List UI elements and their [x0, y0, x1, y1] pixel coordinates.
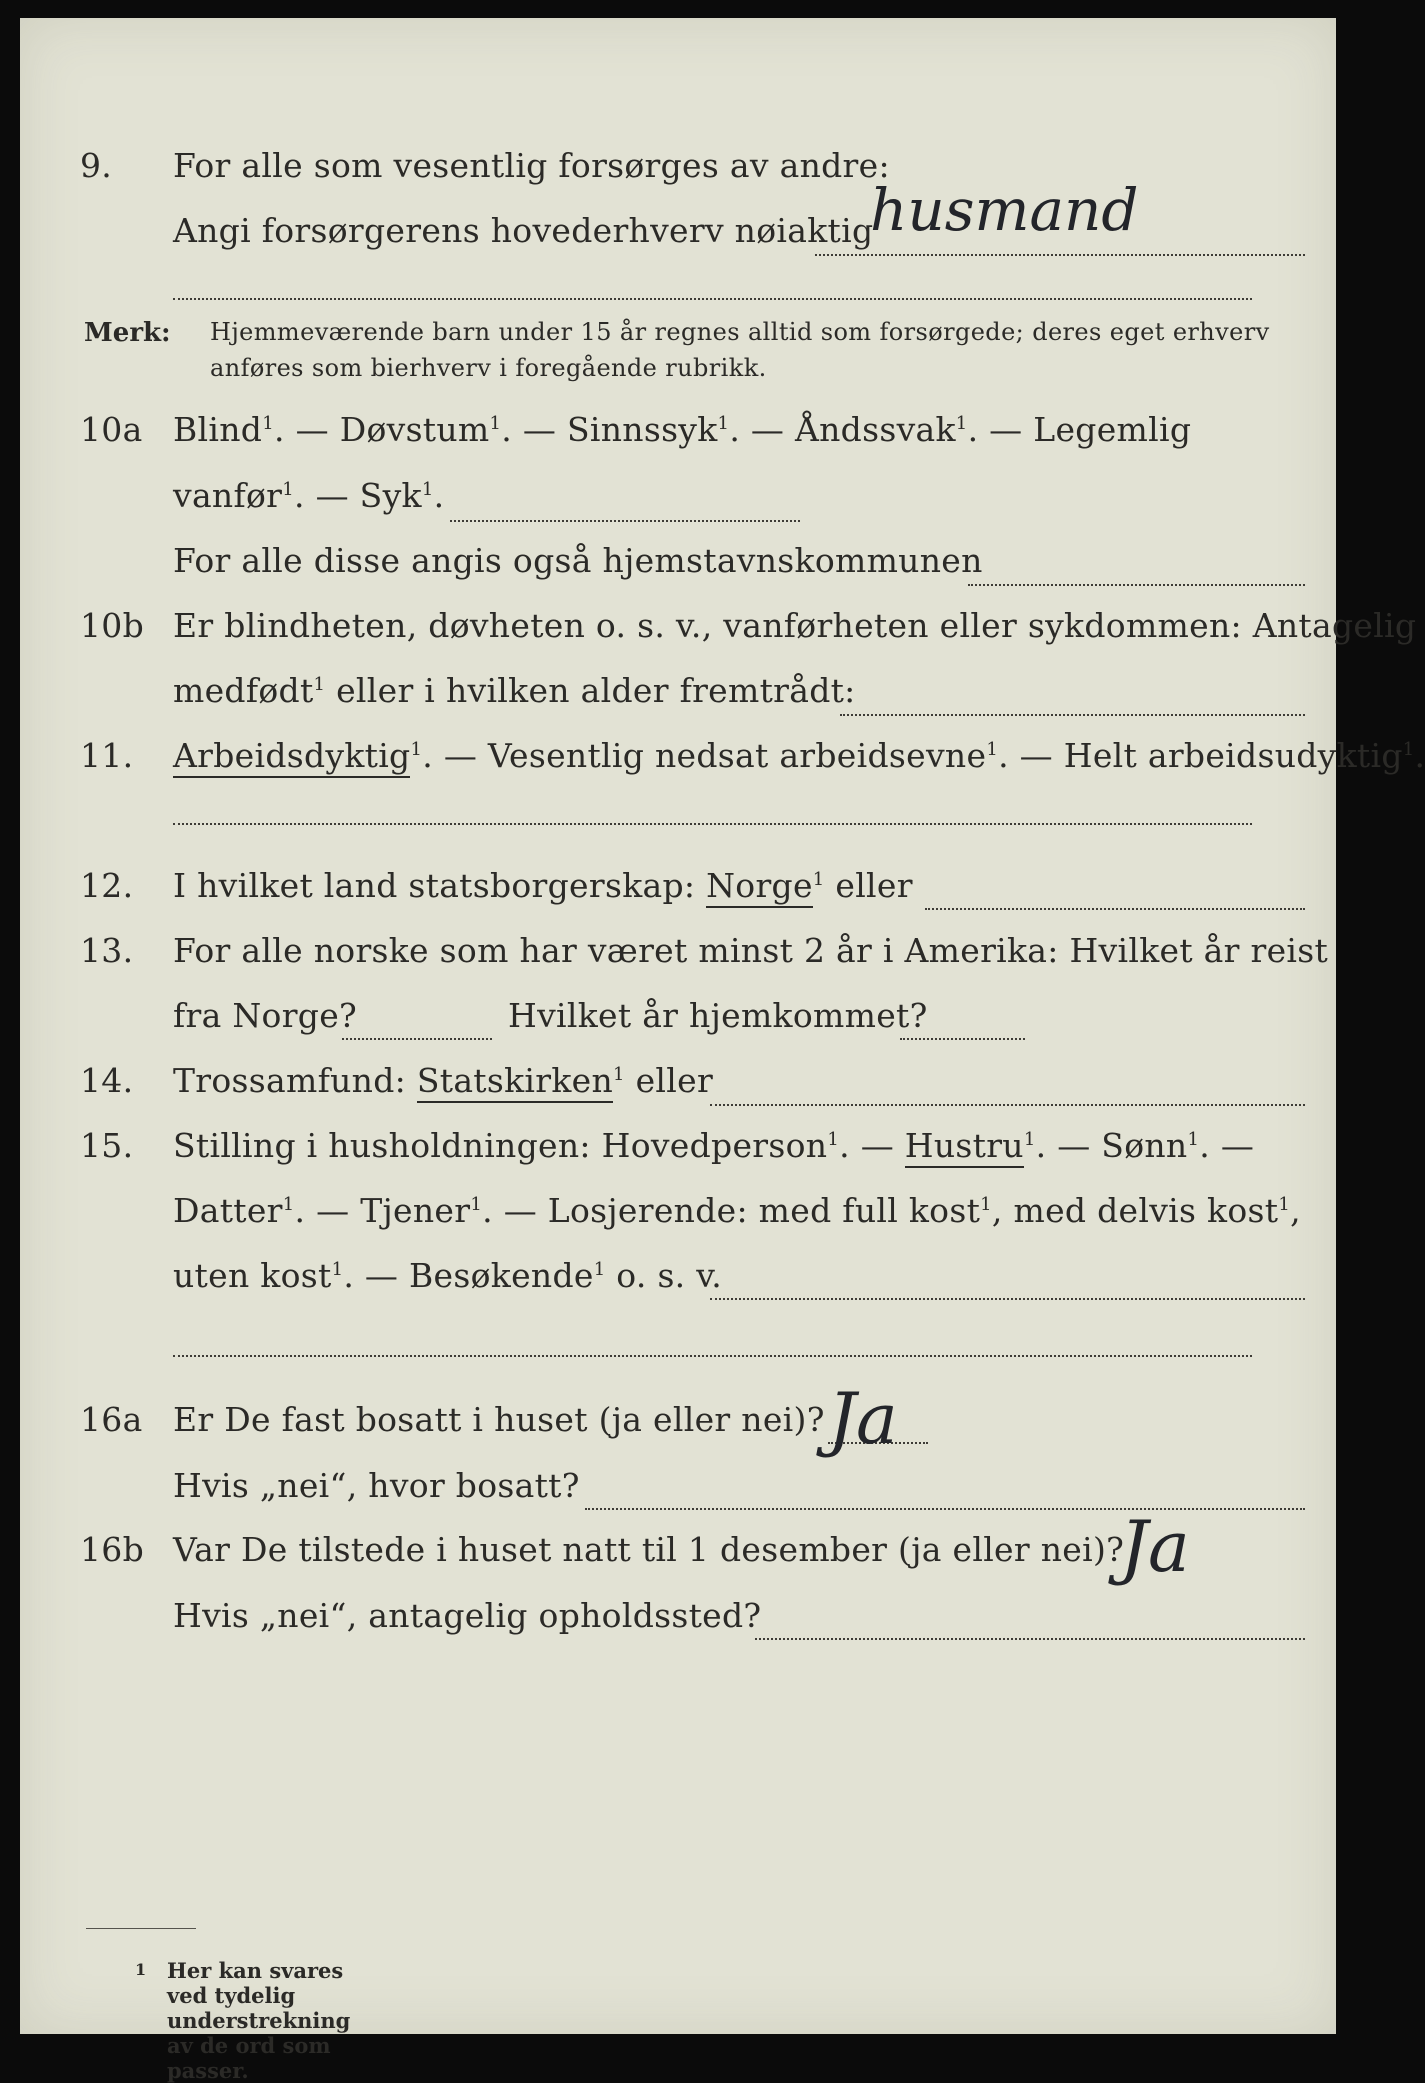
- question-text: For alle norske som har været minst 2 år i Amerika: Hvilket år reist: [173, 931, 1329, 970]
- option-syk: — Syk: [315, 476, 422, 515]
- answer-line: [710, 1298, 1305, 1300]
- option-sinnssyk: — Sinnssyk: [522, 410, 718, 449]
- question-number: 16a: [80, 1400, 143, 1439]
- question-number: 14.: [80, 1061, 134, 1100]
- option-arbeidsudyktig: — Helt arbeidsudyktig: [1019, 736, 1403, 775]
- question-text: Blind$^1$. — Døvstum$^1$. — Sinnssyk$^1$. — Åndssvak$^1$. — Legemlig: [173, 410, 1192, 449]
- answer-line: [585, 1508, 1305, 1510]
- answer-line: [840, 714, 1305, 716]
- option-norge-underlined: Norge: [706, 866, 813, 908]
- question-number: 12.: [80, 866, 134, 905]
- question-text: For alle som vesentlig forsørges av andre:: [173, 146, 890, 185]
- question-number: 13.: [80, 931, 134, 970]
- question-text: Er blindheten, døvheten o. s. v., vanførheten eller sykdommen: Antagelig: [173, 606, 1417, 645]
- note-label: Merk:: [84, 318, 171, 348]
- answer-line: [815, 254, 1305, 256]
- question-text: Var De tilstede i huset natt til 1 desember (ja eller nei)?: [173, 1530, 1125, 1569]
- question-text: Hvis „nei“, antagelig opholdssted?: [173, 1596, 762, 1635]
- handwritten-answer-tilstede: Ja: [1120, 1506, 1190, 1588]
- answer-line: [900, 1038, 1025, 1040]
- answer-line: [925, 908, 1305, 910]
- answer-line: [342, 1038, 492, 1040]
- answer-line: [755, 1638, 1305, 1640]
- question-number: 9.: [80, 146, 113, 185]
- option-hustru-underlined: Hustru: [905, 1126, 1024, 1168]
- question-text: For alle disse angis også hjemstavnskommunen: [173, 541, 983, 580]
- question-number: 16b: [80, 1530, 145, 1569]
- note-text-line1: Hjemmeværende barn under 15 år regnes alltid som forsørgede; deres eget erhverv: [210, 318, 1270, 346]
- answer-line: [450, 520, 800, 522]
- separator-line: [173, 298, 1252, 300]
- option-statskirken-underlined: Statskirken: [417, 1061, 613, 1103]
- question-text: Hvis „nei“, hvor bosatt?: [173, 1466, 580, 1505]
- question-text: Er De fast bosatt i huset (ja eller nei)?: [173, 1400, 825, 1439]
- option-vanfor: vanfør: [173, 476, 283, 515]
- question-number: 10a: [80, 410, 143, 449]
- separator-line: [173, 1355, 1252, 1357]
- option-medfodt: medfødt: [173, 671, 314, 710]
- option-arbeidsdyktig-underlined: Arbeidsdyktig: [173, 736, 410, 778]
- question-number: 11.: [80, 736, 134, 775]
- question-text: Angi forsørgerens hovederhverv nøiaktig: [173, 211, 874, 250]
- question-number: 15.: [80, 1126, 134, 1165]
- footnote-rule: [86, 1928, 196, 1929]
- option-dovstum: — Døvstum: [295, 410, 490, 449]
- option-andssvak: — Åndssvak: [750, 410, 956, 449]
- option-legemlig: — Legemlig: [989, 410, 1192, 449]
- handwritten-answer-bosatt: Ja: [828, 1378, 898, 1460]
- question-number: 10b: [80, 606, 145, 645]
- note-text-line2: anføres som bierhverv i foregående rubrikk.: [210, 354, 767, 382]
- handwritten-answer-occupation: husmand: [870, 176, 1139, 244]
- option-blind: Blind: [173, 410, 263, 449]
- answer-line: [710, 1104, 1305, 1106]
- census-form-page: 9. For alle som vesentlig forsørges av andre: Angi forsørgerens hovederhverv nøiaktig husmand Merk: Hjemmeværende barn under 15 år regnes alltid som forsørgede; deres eget erhverv anføres som bierhverv i foregående rubrikk. 10a Blind$^1$. — Døvstum$^1$. — Sinnssyk$^1$. — Åndssvak$^1$. — Legemlig vanfør$^1$. — Syk$^1$. For alle disse angis også hjemstavnskommunen 10b Er blindheten, døvheten o. s. v., vanførheten eller sykdommen: Antagelig medfødt$^1$ eller i hvilken alder fremtrådt: 11. Arbeidsdyktig$^1$. — Vesentlig nedsat arbeidsevne$^1$. — Helt arbeidsudyktig$^1$. 12. I hvilket land statsborgerskap: Norge$^1$ eller 13. For alle norske som har været minst 2 år i Amerika: Hvilket år reist fra Norge? Hvilket år hjemkommet? 14. Trossamfund: Statskirken$^1$ eller 15. Stilling i husholdningen: Hovedperson$^1$. — Hustru$^1$. — Sønn$^1$. — Datter$^1$. — Tjener$^1$. — Losjerende: med full kost$^1$, med delvis kost$^1$, uten kost$^1$. — Besøkende$^1$ o. s. v. 16a Er De fast bosatt i huset (ja eller nei)? Ja Hvis „nei“, hvor bosatt? 16b Var De tilstede i huset natt til 1 desember (ja eller nei)? Ja Hvis „nei“, antagelig opholdssted? 1 Her kan svares ved tydelig understrekning av de ord som passer.: [20, 18, 1336, 2034]
- option-nedsat-arbeidsevne: — Vesentlig nedsat arbeidsevne: [443, 736, 987, 775]
- separator-line: [173, 823, 1252, 825]
- answer-line: [968, 584, 1305, 586]
